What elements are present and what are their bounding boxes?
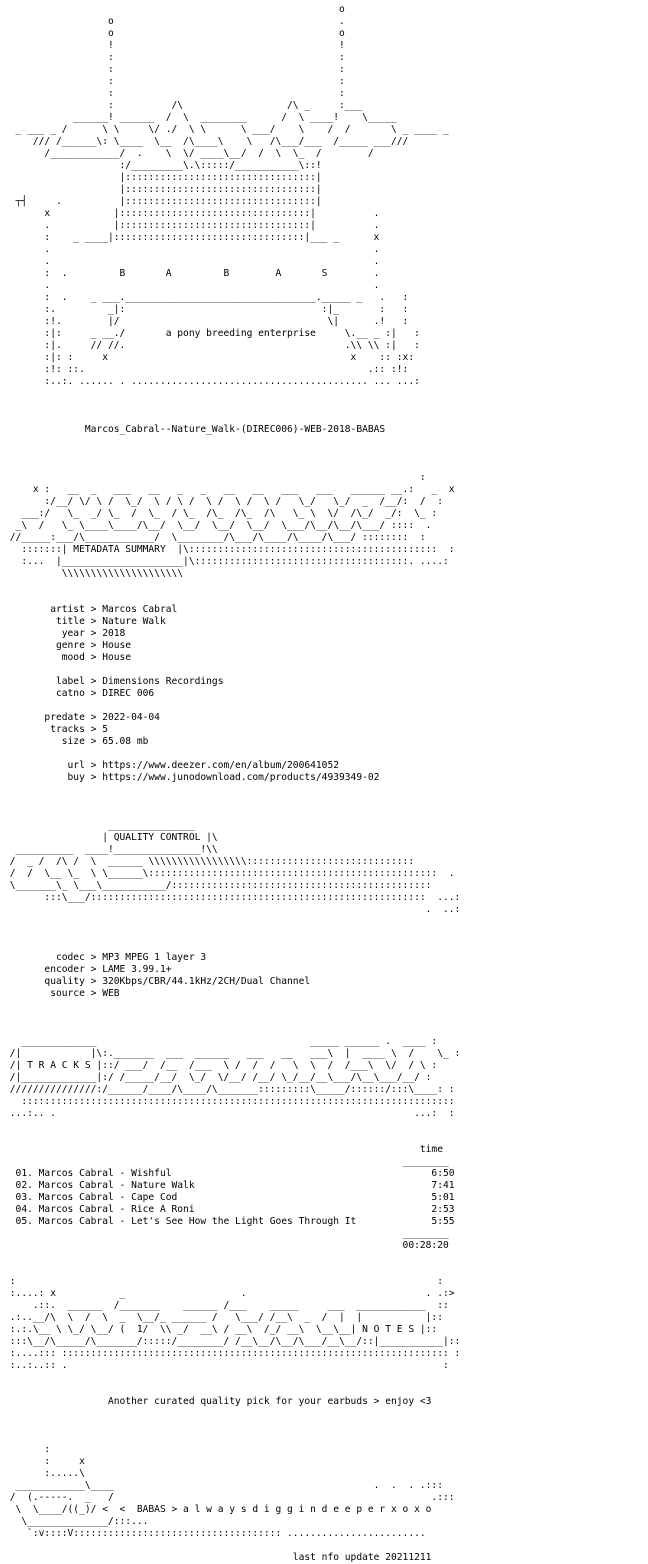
nfo-line: /| |\:._______ ___ ______ ___ __ ___\ | ____ \ / \_ : — [4, 1048, 461, 1059]
nfo-line: :.:.\__ \ \_/ \__/ ( 1/ \\ _/ __\ / __\ /_/ __\ \__\__| N O T E S |:: — [4, 1324, 438, 1335]
nfo-line: ::::::::::::::::::::::::::::::::::::::::::::::::::::::::::::::::::::::::::: — [4, 1096, 455, 1107]
nfo-line: ________ — [4, 1156, 449, 1167]
nfo-line: o o — [4, 28, 345, 39]
nfo-line: ______! ______ / \ ________ / \ ____! \_____ — [4, 112, 397, 123]
nfo-line: year > 2018 — [4, 628, 126, 639]
nfo-line: predate > 2022-04-04 — [4, 712, 160, 723]
nfo-line: artist > Marcos Cabral — [4, 604, 178, 615]
nfo-line: :!. |/ \| .! : — [4, 316, 409, 327]
nfo-line: :.....\ — [4, 1468, 85, 1479]
nfo-line: \\\\\\\\\\\\\\\\\\\\\ — [4, 568, 184, 579]
nfo-line: ________ — [4, 1228, 449, 1239]
nfo-line: :....: x _ . . .:> — [4, 1288, 455, 1299]
nfo-line: : : — [4, 88, 345, 99]
nfo-line: : — [4, 1444, 51, 1455]
nfo-line: 05. Marcos Cabral - Let's See How the Light Goes Through It 5:55 — [4, 1216, 455, 1227]
nfo-line: /|_____________|:/ /_____/__/ \_/ \/__/ /__/ \_/__/__\___/\__\___/__/ : — [4, 1072, 432, 1083]
nfo-line: :!: ::. .:: :!: — [4, 364, 409, 375]
nfo-line: 01. Marcos Cabral - Wishful 6:50 — [4, 1168, 455, 1179]
nfo-line: x |:::::::::::::::::::::::::::::::::| . — [4, 208, 380, 219]
nfo-line: source > WEB — [4, 988, 120, 999]
nfo-line: .:..__/\ \ / \ _ \__/_ ______ / \___/ /__\ _ / | | |:: — [4, 1312, 443, 1323]
nfo-line: :|. // //. .\\ \\ :| : — [4, 340, 420, 351]
nfo-line: last nfo update 20211211 — [4, 1552, 432, 1563]
nfo-line: : : — [4, 76, 345, 87]
nfo-line: Another curated quality pick for your earbuds > enjoy <3 — [4, 1396, 432, 1407]
nfo-line: : : — [4, 1276, 443, 1287]
nfo-line: .::. ______ /_______ ______ /___ _____ ___ ____________ :: — [4, 1300, 449, 1311]
nfo-line: : . _ ___._________________________________._____ _ . : — [4, 292, 409, 303]
nfo-line: :::\___/:::::::::::::::::::::::::::::::::::::::::::::::::::::::::: ...: — [4, 892, 461, 903]
nfo-line: title > Nature Walk — [4, 616, 166, 627]
nfo-line: :... |_____________________|\:::::::::::::::::::::::::::::::::::::. ....: — [4, 556, 449, 567]
nfo-line: : . B A B A S . — [4, 268, 380, 279]
nfo-line: ____________\____ . . . .::: — [4, 1480, 443, 1491]
nfo-line: . |:::::::::::::::::::::::::::::::::| . — [4, 220, 380, 231]
nfo-line: genre > House — [4, 640, 132, 651]
nfo-line: `:v::::V:::::::::::::::::::::::::::::::::::: ........................ — [4, 1528, 426, 1539]
nfo-line: . . — [4, 244, 380, 255]
nfo-line: :|: _ __./ a pony breeding enterprise \.__ _ :| : — [4, 328, 420, 339]
nfo-line: encoder > LAME 3.99.1+ — [4, 964, 172, 975]
nfo-line: 03. Marcos Cabral - Cape Cod 5:01 — [4, 1192, 455, 1203]
nfo-line: : x — [4, 1456, 85, 1467]
nfo-art-text — [4, 4, 460, 1564]
nfo-line: o — [4, 4, 345, 15]
nfo-line: :/__/ \/ \ / \_/ \ / \ / \ / \ / \ / \_/ \_/ _ /__/: / : — [4, 496, 443, 507]
nfo-line: ///////////////:/______/____/\____/\_______:::::::::\_____/::::::/:::\____: : — [4, 1084, 455, 1095]
nfo-line: _______________ — [4, 820, 195, 831]
nfo-line: / _ / /\ / \ ______ \\\\\\\\\\\\\\\\\::::::::::::::::::::::::::::: — [4, 856, 415, 867]
nfo-line: \ \____/((_)/ < < BABAS > a l w a y s d i g g i n d e e p e r x o x o — [4, 1504, 432, 1515]
nfo-line: : : — [4, 64, 345, 75]
nfo-line: 04. Marcos Cabral - Rice A Roni 2:53 — [4, 1204, 455, 1215]
nfo-line: |:::::::::::::::::::::::::::::::::| — [4, 184, 322, 195]
nfo-line: catno > DIREC 006 — [4, 688, 155, 699]
nfo-line: . . — [4, 280, 380, 291]
nfo-line: |:::::::::::::::::::::::::::::::::| — [4, 172, 322, 183]
nfo-line: size > 65.08 mb — [4, 736, 149, 747]
nfo-line: ___:/ \_ _/ \_ / \_ / \_ /\_ /\_ /\ \_ \ \/ /\_/ _/: \_ : — [4, 508, 438, 519]
nfo-line: time — [4, 1144, 443, 1155]
nfo-line: : : — [4, 52, 345, 63]
nfo-line: Marcos_Cabral--Nature_Walk-(DIREC006)-WEB-2018-BABAS — [4, 424, 386, 435]
nfo-line: :. _|: :|_ : : — [4, 304, 409, 315]
nfo-line: ...:.. . ...: : — [4, 1108, 455, 1119]
nfo-line: \______________/:::... — [4, 1516, 149, 1527]
nfo-line: : — [4, 472, 426, 483]
nfo-line: :..:..:: . : — [4, 1360, 449, 1371]
nfo-line: :::::::| METADATA SUMMARY |\::::::::::::::::::::::::::::::::::::::::::: : — [4, 544, 455, 555]
nfo-line: /| T R A C K S |::/ ___/ /__ /___ \ / / / \ \ / /___\ \/ / \ : — [4, 1060, 438, 1071]
nfo-line: :....::: ::::::::::::::::::::::::::::::::::::::::::::::::::::::::::::::::::: : — [4, 1348, 461, 1359]
nfo-line: ! ! — [4, 40, 345, 51]
nfo-line: . ..: — [4, 904, 461, 915]
nfo-line: /____________/ . \ \/ ____\__/ / \ \_ / / — [4, 148, 374, 159]
nfo-line: mood > House — [4, 652, 132, 663]
nfo-line: :|: : x x :: :x: — [4, 352, 415, 363]
nfo-line: : /\ /\ _ :___ — [4, 100, 363, 111]
nfo-line: codec > MP3 MPEG 1 layer 3 — [4, 952, 207, 963]
nfo-line: o . — [4, 16, 345, 27]
nfo-line: 00:28:20 — [4, 1240, 449, 1251]
nfo-line: : _ ____|:::::::::::::::::::::::::::::::::|___ _ x — [4, 232, 380, 243]
nfo-line: x : __ _ ___ __ _ _ __ __ ___ ___ ______ __.: _ x — [4, 484, 455, 495]
nfo-line: __________ ____!_______________!\\ — [4, 844, 218, 855]
nfo-line: _____________ _____ ______ . ____ : — [4, 1036, 438, 1047]
nfo-line: /// /______\: \____ \__ /\____\ \ /\___/___ /_____ ___/// — [4, 136, 409, 147]
nfo-line: //_____:___/\____________/ \________/\___/\____/\____/\___/ :::::::: : — [4, 532, 426, 543]
nfo-line: buy > https://www.junodownload.com/products/4939349-02 — [4, 772, 380, 783]
nfo-line: quality > 320Kbps/CBR/44.1kHz/2CH/Dual Channel — [4, 976, 311, 987]
nfo-line: label > Dimensions Recordings — [4, 676, 224, 687]
nfo-line: ┬┤ . |:::::::::::::::::::::::::::::::::| — [4, 196, 322, 207]
nfo-line: \_______\_ \___\___________/::::::::::::::::::::::::::::::::::::::::::::: — [4, 880, 432, 891]
nfo-line: :::\__/\_____/\_______/:::::/________/ /__\__/\__/\___/__\__/::|___________|:: — [4, 1336, 461, 1347]
nfo-line: url > https://www.deezer.com/en/album/200641052 — [4, 760, 340, 771]
nfo-line: :/_________\.\:::::/___________\::! — [4, 160, 322, 171]
nfo-line: tracks > 5 — [4, 724, 108, 735]
nfo-line: / / \__ \_ \ \______\:::::::::::::::::::::::::::::::::::::::::::::::::: . — [4, 868, 455, 879]
nfo-line: 02. Marcos Cabral - Nature Walk 7:41 — [4, 1180, 455, 1191]
nfo-line: . . — [4, 256, 380, 267]
nfo-line: :..:. ...... . ......................................... ... ...: — [4, 376, 420, 387]
nfo-line: | QUALITY CONTROL |\ — [4, 832, 218, 843]
nfo-line: _ ___ _ / \ \ \/ ./ \ \ \ ___/ \ / / \ _ ____ _ — [4, 124, 449, 135]
nfo-line: / (.-----. _ / .::: — [4, 1492, 455, 1503]
nfo-line: _\ / \_ \____\____/\__/ \__/ \__/ \__/ \___/\__/\__/\___/ :::: . — [4, 520, 432, 531]
